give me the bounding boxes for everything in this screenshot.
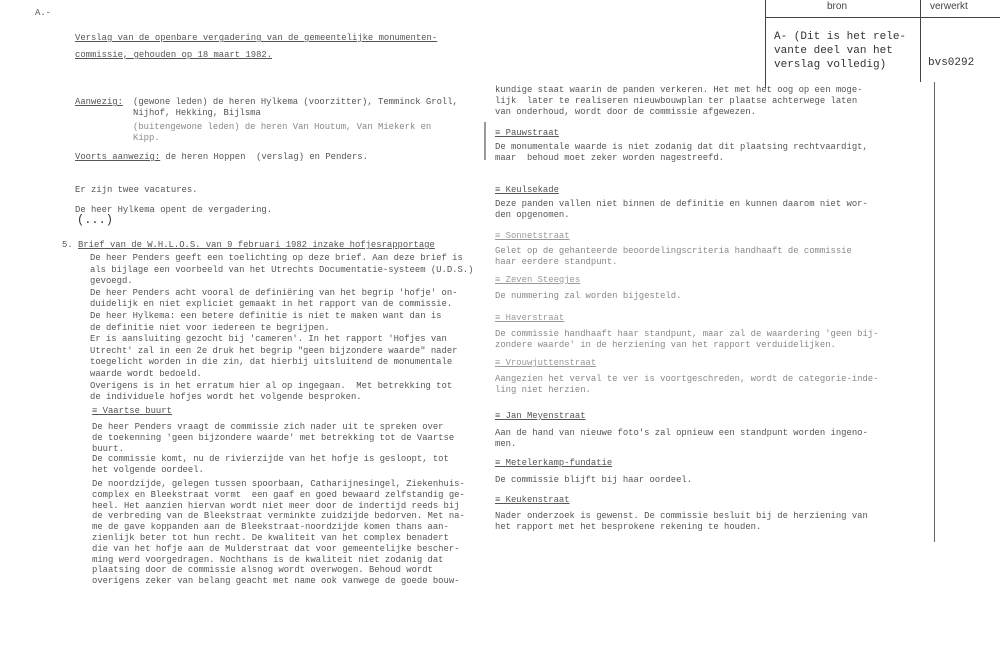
source-note: A- (Dit is het rele- vante deel van het verslag volledig) [774, 31, 907, 71]
section-text: De nummering zal worden bijgesteld. [495, 291, 682, 301]
section-text: Nader onderzoek is gewenst. De commissie besluit bij de herziening van het rapport met het besprokene rekening te houden. [495, 511, 868, 532]
item-body: De heer Penders geeft een toelichting op deze brief. Aan deze brief is als bijlage een voorbeeld van het Utrechts Documentatie-systeem (U.D.S.) gevoegd. De heer Penders acht vooral de definiëring van het begrip 'hofje' on- duidelijk en niet expliciet gemaakt in het rapport van de commissie. De heer Hylkema: een betere definitie is niet te maken want dan is de definitie niet voor iedereen te begrijpen. Er is aansluiting gezocht bij 'cameren'. In het rapport 'Hofjes van Utrecht' zal in een 2e druk het begrip "geen bijzondere waarde" nader toegelicht worden in die zin, dat hierbij uitsluitend de monumentale waarde wordt bedoeld. Overigens is in het erratum hier al op ingegaan. Met betrekking tot de individuele hofjes wordt het volgende besproken. [90, 253, 474, 403]
item-number: 5. [62, 240, 73, 250]
also-present-text: de heren Hoppen (verslag) en Penders. [160, 152, 368, 162]
section-heading: ≡ Haverstraat [495, 313, 565, 323]
section-paragraph: De noordzijde, gelegen tussen spoorbaan, Catharijnesingel, Ziekenhuis- complex en Bleekstraat vormt een gaaf en goed bewaard zelfstandig ge- heel. Het aanzien hiervan wordt niet meer door de indertijd reeds bij de verbreding van de Bleekstraat verminkte zuidzijde bedorven. Met na- me de gave koppanden aan de Bleekstraat-noordzijde komen thans aan- zienlijk beter tot hun recht. De kwaliteit van het complex benadert die van het hofje aan de Mulderstraat dat voor gemeentelijke bescher- ming werd voorgedragen. Nochthans is de kwaliteit niet zodanig dat plaatsing door de commissie alsnog wordt overwogen. Behoud wordt overigens zeker van belang geacht met name ook vanwege de goede bouw- [92, 479, 465, 587]
section-text: Deze panden vallen niet binnen de definitie en kunnen daarom niet wor- den opgenomen. [495, 199, 868, 220]
section-heading: ≡ Sonnetstraat [495, 231, 570, 241]
section-heading: ≡ Zeven Steegjes [495, 275, 581, 285]
present-regular: (gewone leden) de heren Hylkema (voorzitter), Temminck Groll, Nijhof, Hekking, Bijlsma [133, 97, 458, 118]
present-extra: (buitengewone leden) de heren Van Houtum, Van Miekerk en Kipp. [133, 122, 432, 143]
ellipsis: (...) [77, 213, 114, 227]
section-heading: ≡ Jan Meyenstraat [495, 411, 586, 421]
section-heading: ≡ Keukenstraat [495, 495, 570, 505]
section-heading: ≡ Pauwstraat [495, 128, 559, 138]
opening: De heer Hylkema opent de vergadering. [75, 205, 273, 215]
table-divider [920, 0, 921, 82]
section-paragraph: De heer Penders vraagt de commissie zich nader uit te spreken over de toekenning 'geen bijzondere waarde' met betrekking tot de Vaartse buurt. De commissie komt, nu de rivierzijde van het hofje is gesloopt, tot het volgende oordeel. [92, 422, 455, 476]
table-divider [765, 0, 766, 88]
item-heading: Brief van de W.H.L.O.S. van 9 februari 1982 inzake hofjesrapportage [78, 240, 435, 250]
section-text: Aangezien het verval te ver is voortgeschreden, wordt de categorie-inde- ling niet herzien. [495, 374, 879, 395]
present-label: Aanwezig: [75, 97, 123, 107]
processed-code: bvs0292 [928, 57, 975, 69]
section-heading: ≡ Vrouwjuttenstraat [495, 358, 597, 368]
section-text: De monumentale waarde is niet zodanig dat dit plaatsing rechtvaardigt, maar behoud moet zeker worden nagestreefd. [495, 142, 868, 163]
section-heading: ≡ Keulsekade [495, 185, 559, 195]
section-text: De commissie handhaaft haar standpunt, maar zal de waardering 'geen bij- zondere waarde' in de herziening van het rapport verduidelijken. [495, 329, 879, 350]
header-col-processed: verwerkt [930, 1, 968, 12]
section-text: Gelet op de gehanteerde beoordelingscriteria handhaaft de commissie haar eerdere standpunt. [495, 246, 852, 267]
header-col-source: bron [827, 1, 848, 12]
section-text: Aan de hand van nieuwe foto's zal opnieuw een standpunt worden ingeno- men. [495, 428, 868, 449]
also-present [75, 152, 368, 163]
section-paragraph: kundige staat waarin de panden verkeren. Het met het oog op een moge- lijk later te realiseren nieuwbouwplan ter plaatse achterwege laten van onderhoud, wordt door de commissie afgewezen. [495, 85, 863, 117]
section-text: De commissie blijft bij haar oordeel. [495, 475, 693, 485]
section-heading: ≡ Vaartse buurt [92, 406, 172, 416]
also-present-label: Voorts aanwezig: [75, 152, 161, 162]
section-heading: ≡ Metelerkamp-fundatie [495, 458, 613, 468]
margin-mark [484, 122, 486, 160]
table-divider [765, 17, 1000, 18]
page-marker: A.- [35, 8, 51, 18]
margin-rule [934, 82, 935, 542]
vacancies: Er zijn twee vacatures. [75, 185, 198, 195]
document-title: Verslag van de openbare vergadering van de gemeentelijke monumenten- commissie, gehouden op 18 maart 1982. [75, 33, 438, 60]
